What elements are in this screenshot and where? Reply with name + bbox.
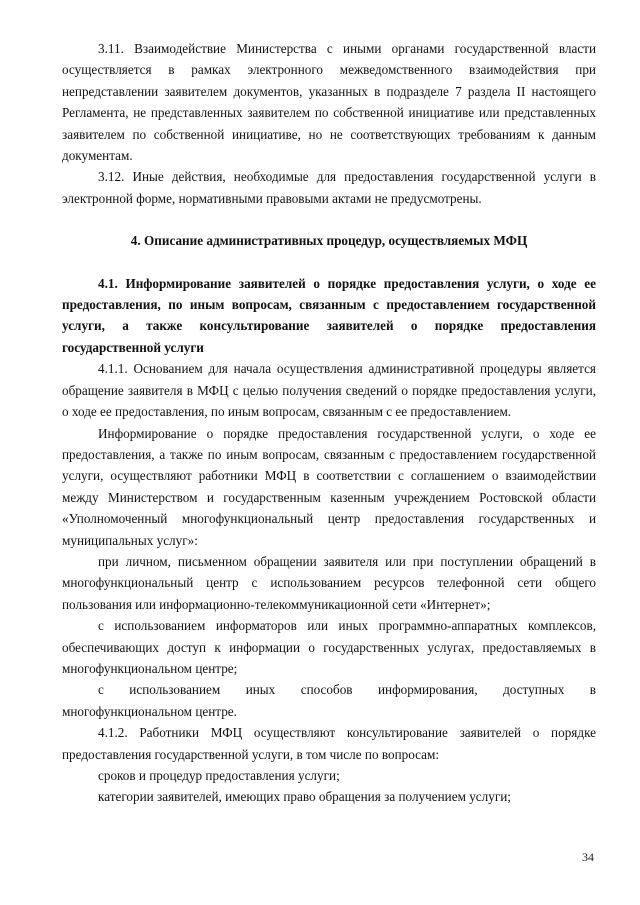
paragraph-4-1-1: 4.1.1. Основанием для начала осуществления административной процедуры является обращение заявителя в МФЦ с целью получения сведений о порядке предоставления услуги, о ходе ее предоставления, по иным вопросам, связанным с ее предоставлением. [62,361,596,420]
paragraph-informing: Информирование о порядке предоставления государственной услуги, о ходе ее предоставления, а также по иным вопросам, связанным с предоставлением государственной услуги, осуществляют работники МФЦ в соответствии с соглашением о взаимодействии между Министерством и государственным казенным учреждением Ростовской области «Уполномоченный многофункциональный центр предоставления государственных и муниципальных услуг»: [62,425,596,548]
paragraph-3-11: 3.11. Взаимодействие Министерства с иными органами государственной власти осуществляется в рамках электронного межведомственного взаимодействия при непредставлении заявителем документов, указанных в подразделе 7 раздела II настоящего Регламента, не представленных заявителем по собственной инициативе или представленных заявителем по собственной инициативе, но не соответствующих требованиям к данным документам. [62,41,596,164]
paragraph-categories: категории заявителей, имеющих право обращения за получением услуги; [98,789,511,805]
document-page [62,38,596,808]
paragraph-informators: с использованием информаторов или иных программно-аппаратных комплексов, обеспечивающих доступ к информации о государственных услугах, предоставляемых в многофункциональном центре; [62,618,596,676]
page-number: 34 [582,850,594,864]
paragraph-3-12: 3.12. Иные действия, необходимые для предоставления государственной услуги в электронной форме, нормативными правовыми актами не предусмотрены. [62,169,596,206]
section-heading: 4. Описание административных процедур, осуществляемых МФЦ [130,233,528,249]
paragraph-other-ways: с использованием иных способов информирования, доступных в многофункциональном центре. [62,682,596,719]
paragraph-4-1-2: 4.1.2. Работники МФЦ осуществляют консультирование заявителей о порядке предоставления государственной услуги, в том числе по вопросам: [62,725,596,762]
paragraph-terms: сроков и процедур предоставления услуги; [98,768,340,783]
paragraph-personal-appeal: при личном, письменном обращении заявителя или при поступлении обращений в многофункциональный центр с использованием ресурсов телефонной сети общего пользования или информационно-телекоммуникационной сети «Интернет»; [62,553,596,612]
subsection-heading: 4.1. Информирование заявителей о порядке предоставления услуги, о ходе ее предоставления, по иным вопросам, связанным с предоставлением государственной услуги, а также консультирование заявителей о порядке предоставления государственной услуги [62,275,596,355]
